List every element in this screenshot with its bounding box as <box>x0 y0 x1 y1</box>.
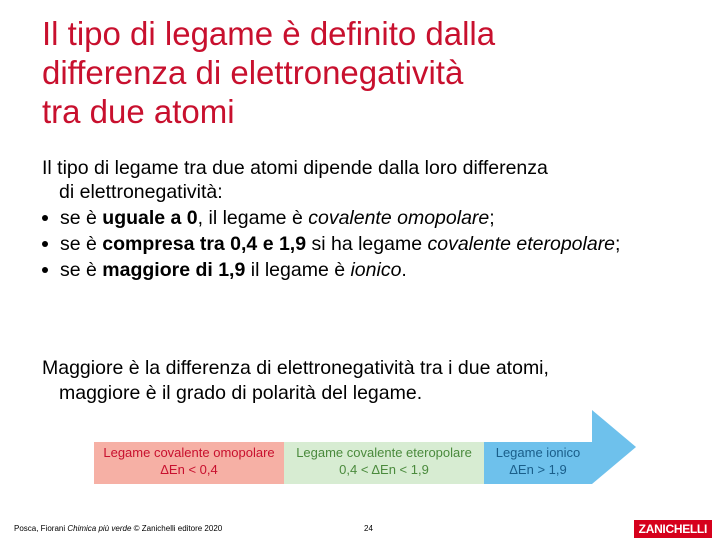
bullet-text: se è <box>60 259 103 281</box>
bullet-item <box>42 206 702 230</box>
conclusion-line-1: Maggiore è la differenza di elettronegatività tra i due atomi, <box>42 357 549 379</box>
footer-publisher: © Zanichelli editore 2020 <box>131 524 223 533</box>
bullet-italic: covalente omopolare <box>308 207 490 229</box>
scale-segment-eteropolare <box>284 442 484 484</box>
title-line-2: differenza di elettronegatività <box>42 54 464 91</box>
page-number: 24 <box>364 524 373 533</box>
bullet-text: il legame è <box>245 259 351 281</box>
footer-authors: Posca, Fiorani <box>14 524 68 533</box>
bullet-italic: ionico <box>350 259 402 281</box>
footer-book-title: Chimica più verde <box>67 524 132 533</box>
bullet-bold: compresa tra 0,4 e 1,9 <box>102 233 307 255</box>
slide-title <box>42 14 682 131</box>
scale-segment-omopolare <box>94 442 284 484</box>
bullet-punct: . <box>401 259 407 281</box>
segment-range: 0,4 < ΔEn < 1,9 <box>339 462 429 477</box>
bullet-punct: ; <box>489 207 495 229</box>
bullet-text: , il legame è <box>197 207 309 229</box>
arrow-head-icon <box>592 410 636 484</box>
bullet-bold: uguale a 0 <box>102 207 198 229</box>
bullet-italic: covalente eteropolare <box>427 233 616 255</box>
title-line-1: Il tipo di legame è definito dalla <box>42 15 496 52</box>
segment-label: Legame ionico <box>495 445 581 460</box>
bullet-list <box>42 206 702 284</box>
bullet-bold: maggiore di 1,9 <box>102 259 246 281</box>
bullet-text: se è <box>60 207 103 229</box>
segment-label: Legame covalente omopolare <box>103 445 275 460</box>
intro-paragraph <box>42 156 702 204</box>
publisher-logo: ZANICHELLI <box>634 520 712 538</box>
segment-range: ΔEn < 0,4 <box>160 462 218 477</box>
bullet-dot-icon <box>42 215 48 221</box>
intro-line-1: Il tipo di legame tra due atomi dipende dalla loro differenza <box>42 157 548 179</box>
bullet-text: se è <box>60 233 103 255</box>
segment-range: ΔEn > 1,9 <box>509 462 567 477</box>
bullet-punct: ; <box>615 233 621 255</box>
intro-line-2: di elettronegatività: <box>59 181 223 203</box>
conclusion-paragraph <box>42 356 712 406</box>
bullet-item <box>42 258 702 282</box>
bullet-text: si ha legame <box>306 233 428 255</box>
bond-type-scale <box>94 426 636 484</box>
scale-segment-ionico <box>484 442 592 484</box>
segment-label: Legame covalente eteropolare <box>296 445 472 460</box>
bullet-dot-icon <box>42 241 48 247</box>
title-line-3: tra due atomi <box>42 93 235 130</box>
conclusion-line-2: maggiore è il grado di polarità del legame. <box>59 382 423 404</box>
footer-credits <box>14 524 222 533</box>
bullet-dot-icon <box>42 267 48 273</box>
bullet-item <box>42 232 702 256</box>
